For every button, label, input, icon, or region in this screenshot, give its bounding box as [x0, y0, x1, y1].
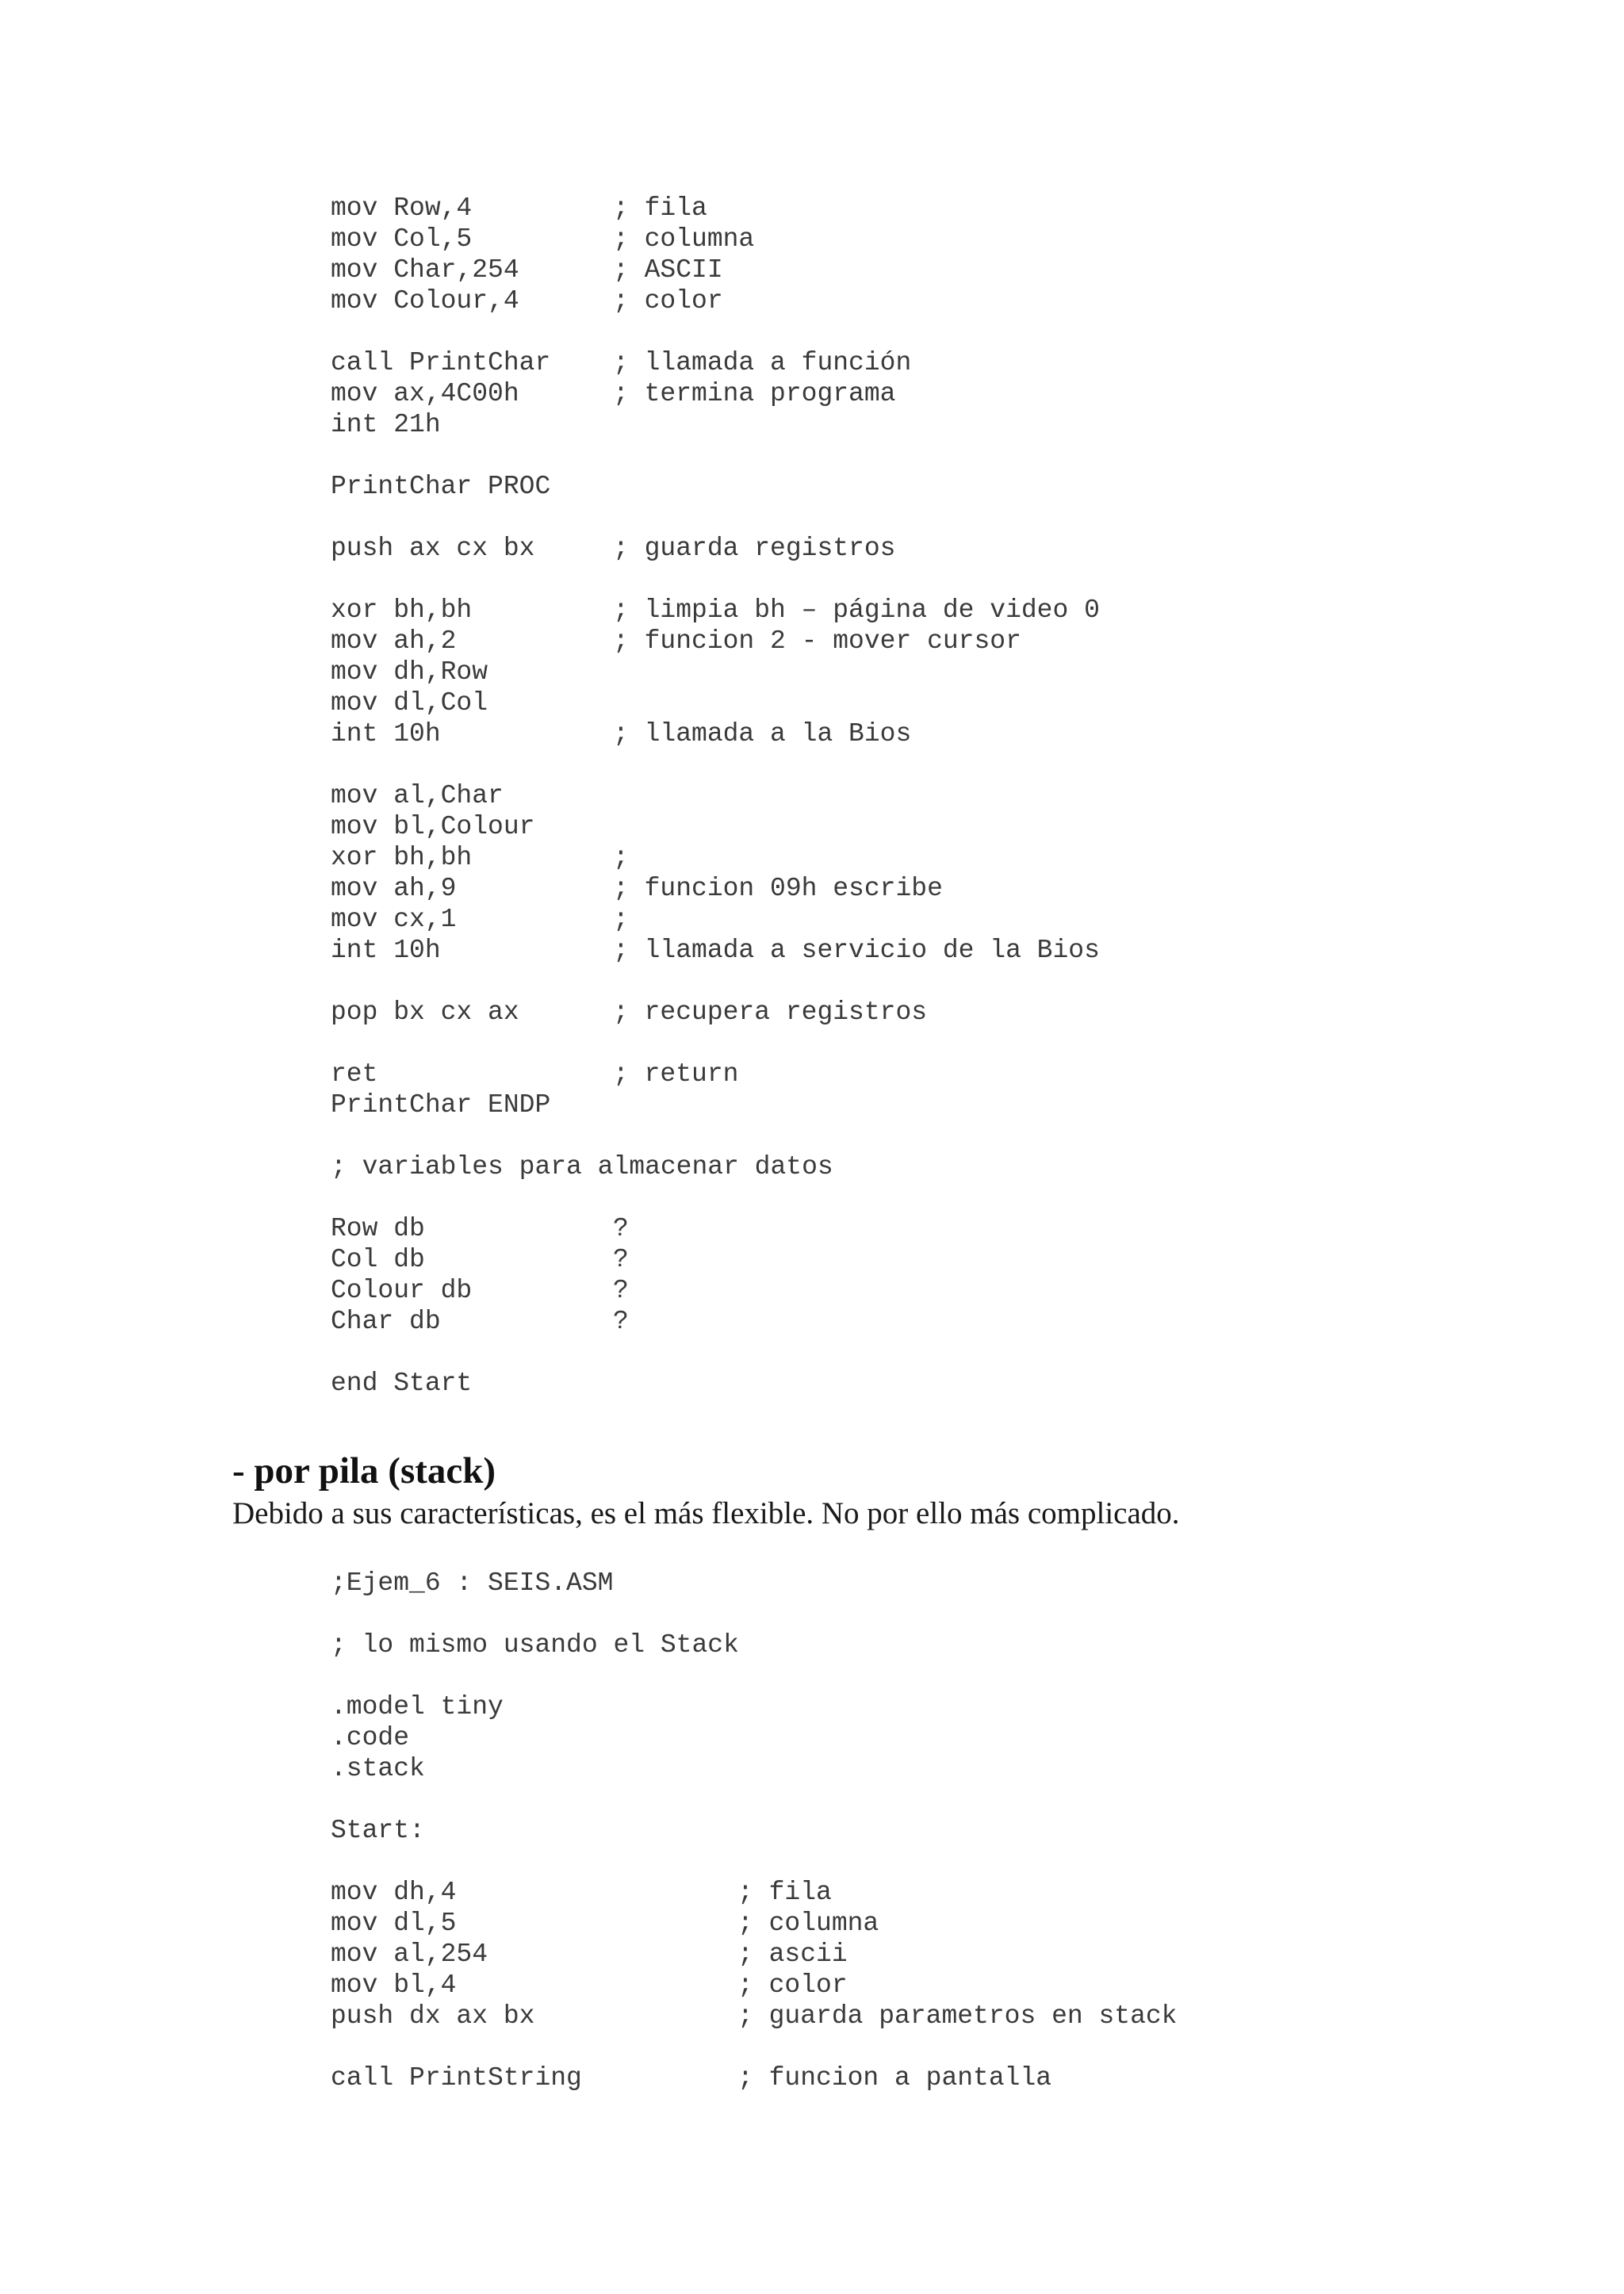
code-line	[331, 1368, 1100, 1399]
code-line	[331, 1908, 1178, 1939]
code-instruction: mov cx,1	[331, 905, 457, 934]
code-instruction: call PrintString	[331, 2063, 582, 2093]
code-instruction: xor bh,bh	[331, 596, 473, 625]
code-line	[331, 409, 1100, 440]
code-line	[331, 1213, 1100, 1244]
code-instruction: call PrintChar	[331, 348, 551, 377]
code-instruction: ; lo mismo usando el Stack	[331, 1630, 739, 1660]
code-line	[331, 1182, 1100, 1213]
code-instruction: mov Col,5	[331, 224, 473, 254]
code-comment: ?	[613, 1276, 629, 1305]
code-instruction: int 10h	[331, 719, 441, 749]
code-line	[331, 1630, 1178, 1660]
code-line	[331, 193, 1100, 224]
code-comment: ; columna	[613, 224, 755, 254]
code-instruction: mov ah,9	[331, 874, 457, 903]
code-line	[331, 378, 1100, 409]
code-instruction: pop bx cx ax	[331, 998, 519, 1027]
code-comment: ; color	[613, 286, 723, 316]
code-comment: ; funcion 2 - mover cursor	[613, 626, 1021, 656]
code-comment: ; fila	[737, 1878, 832, 1907]
code-instruction: mov bl,4	[331, 1970, 457, 2000]
code-instruction: mov ah,2	[331, 626, 457, 656]
code-line	[331, 811, 1100, 842]
code-line	[331, 1939, 1178, 1970]
code-instruction: mov dl,5	[331, 1909, 457, 1938]
code-instruction: push dx ax bx	[331, 2001, 535, 2031]
code-line	[331, 471, 1100, 502]
code-line	[331, 533, 1100, 564]
code-comment: ; termina programa	[613, 379, 896, 408]
code-line	[331, 1970, 1178, 2001]
code-instruction: Colour db	[331, 1276, 473, 1305]
code-line	[331, 780, 1100, 811]
code-comment: ;	[613, 843, 629, 872]
code-instruction: mov ax,4C00h	[331, 379, 519, 408]
code-line	[331, 502, 1100, 533]
code-comment: ?	[613, 1245, 629, 1274]
code-line	[331, 595, 1100, 626]
code-instruction: end Start	[331, 1369, 473, 1398]
code-comment: ; ascii	[737, 1940, 848, 1969]
code-comment: ; ASCII	[613, 255, 723, 285]
code-line	[331, 1722, 1178, 1753]
code-instruction: Start:	[331, 1816, 425, 1845]
code-instruction: .model tiny	[331, 1692, 504, 1721]
code-comment: ; guarda parametros en stack	[737, 2001, 1178, 2031]
code-instruction: mov Row,4	[331, 193, 473, 223]
code-line	[331, 285, 1100, 316]
section-paragraph: Debido a sus características, es el más flexible. No por ello más complicado.	[232, 1496, 1180, 1530]
code-line	[331, 347, 1100, 378]
code-line	[331, 1753, 1178, 1784]
code-line	[331, 1275, 1100, 1306]
code-comment: ; color	[737, 1970, 848, 2000]
code-line	[331, 1568, 1178, 1599]
code-line	[331, 1599, 1178, 1630]
code-line	[331, 1028, 1100, 1059]
code-line	[331, 2001, 1178, 2032]
code-line	[331, 316, 1100, 347]
code-comment: ?	[613, 1307, 629, 1336]
code-line	[331, 1059, 1100, 1090]
code-line	[331, 904, 1100, 935]
code-line	[331, 1120, 1100, 1151]
code-comment: ;	[613, 905, 629, 934]
code-instruction: PrintChar ENDP	[331, 1090, 551, 1120]
code-line	[331, 1306, 1100, 1337]
code-listing-2	[331, 1568, 1178, 2093]
code-comment: ; llamada a la Bios	[613, 719, 912, 749]
code-line	[331, 997, 1100, 1028]
code-comment: ; llamada a función	[613, 348, 912, 377]
code-line	[331, 687, 1100, 718]
code-line	[331, 966, 1100, 997]
code-instruction: push ax cx bx	[331, 534, 535, 563]
code-line	[331, 1877, 1178, 1908]
section-heading: - por pila (stack)	[232, 1450, 496, 1492]
code-listing-1	[331, 193, 1100, 1399]
code-instruction: mov bl,Colour	[331, 812, 535, 841]
code-instruction: ;Ejem_6 : SEIS.ASM	[331, 1568, 614, 1598]
code-line	[331, 2032, 1178, 2062]
code-instruction: xor bh,bh	[331, 843, 473, 872]
code-line	[331, 626, 1100, 657]
code-comment: ; funcion 09h escribe	[613, 874, 943, 903]
code-line	[331, 1846, 1178, 1877]
code-line	[331, 1691, 1178, 1722]
code-instruction: mov al,Char	[331, 781, 504, 810]
code-instruction: mov dl,Col	[331, 688, 488, 718]
code-line	[331, 440, 1100, 471]
code-line	[331, 1151, 1100, 1182]
code-instruction: Col db	[331, 1245, 425, 1274]
code-instruction: mov Char,254	[331, 255, 519, 285]
code-line	[331, 2062, 1178, 2093]
code-comment: ; guarda registros	[613, 534, 896, 563]
code-instruction: ret	[331, 1059, 378, 1089]
code-comment: ; fila	[613, 193, 707, 223]
code-instruction: Row db	[331, 1214, 425, 1243]
code-comment: ; columna	[737, 1909, 879, 1938]
code-comment: ; limpia bh – página de video 0	[613, 596, 1100, 625]
code-comment: ; funcion a pantalla	[737, 2063, 1052, 2093]
code-line	[331, 255, 1100, 285]
code-instruction: PrintChar PROC	[331, 472, 551, 501]
code-instruction: mov Colour,4	[331, 286, 519, 316]
code-comment: ?	[613, 1214, 629, 1243]
code-instruction: .code	[331, 1723, 410, 1752]
code-line	[331, 1090, 1100, 1120]
code-instruction: .stack	[331, 1754, 425, 1783]
code-instruction: int 21h	[331, 410, 441, 439]
code-instruction: ; variables para almacenar datos	[331, 1152, 833, 1181]
code-comment: ; recupera registros	[613, 998, 928, 1027]
code-line	[331, 1244, 1100, 1275]
code-instruction: mov al,254	[331, 1940, 488, 1969]
code-line	[331, 935, 1100, 966]
code-line	[331, 564, 1100, 595]
code-line	[331, 749, 1100, 780]
code-instruction: Char db	[331, 1307, 441, 1336]
code-instruction: mov dh,4	[331, 1878, 457, 1907]
code-comment: ; llamada a servicio de la Bios	[613, 936, 1100, 965]
code-line	[331, 1660, 1178, 1691]
code-line	[331, 224, 1100, 255]
code-line	[331, 1337, 1100, 1368]
code-instruction: mov dh,Row	[331, 657, 488, 687]
code-instruction: int 10h	[331, 936, 441, 965]
code-line	[331, 873, 1100, 904]
code-line	[331, 657, 1100, 687]
code-comment: ; return	[613, 1059, 739, 1089]
code-line	[331, 718, 1100, 749]
code-line	[331, 1784, 1178, 1815]
code-line	[331, 842, 1100, 873]
code-line	[331, 1815, 1178, 1846]
